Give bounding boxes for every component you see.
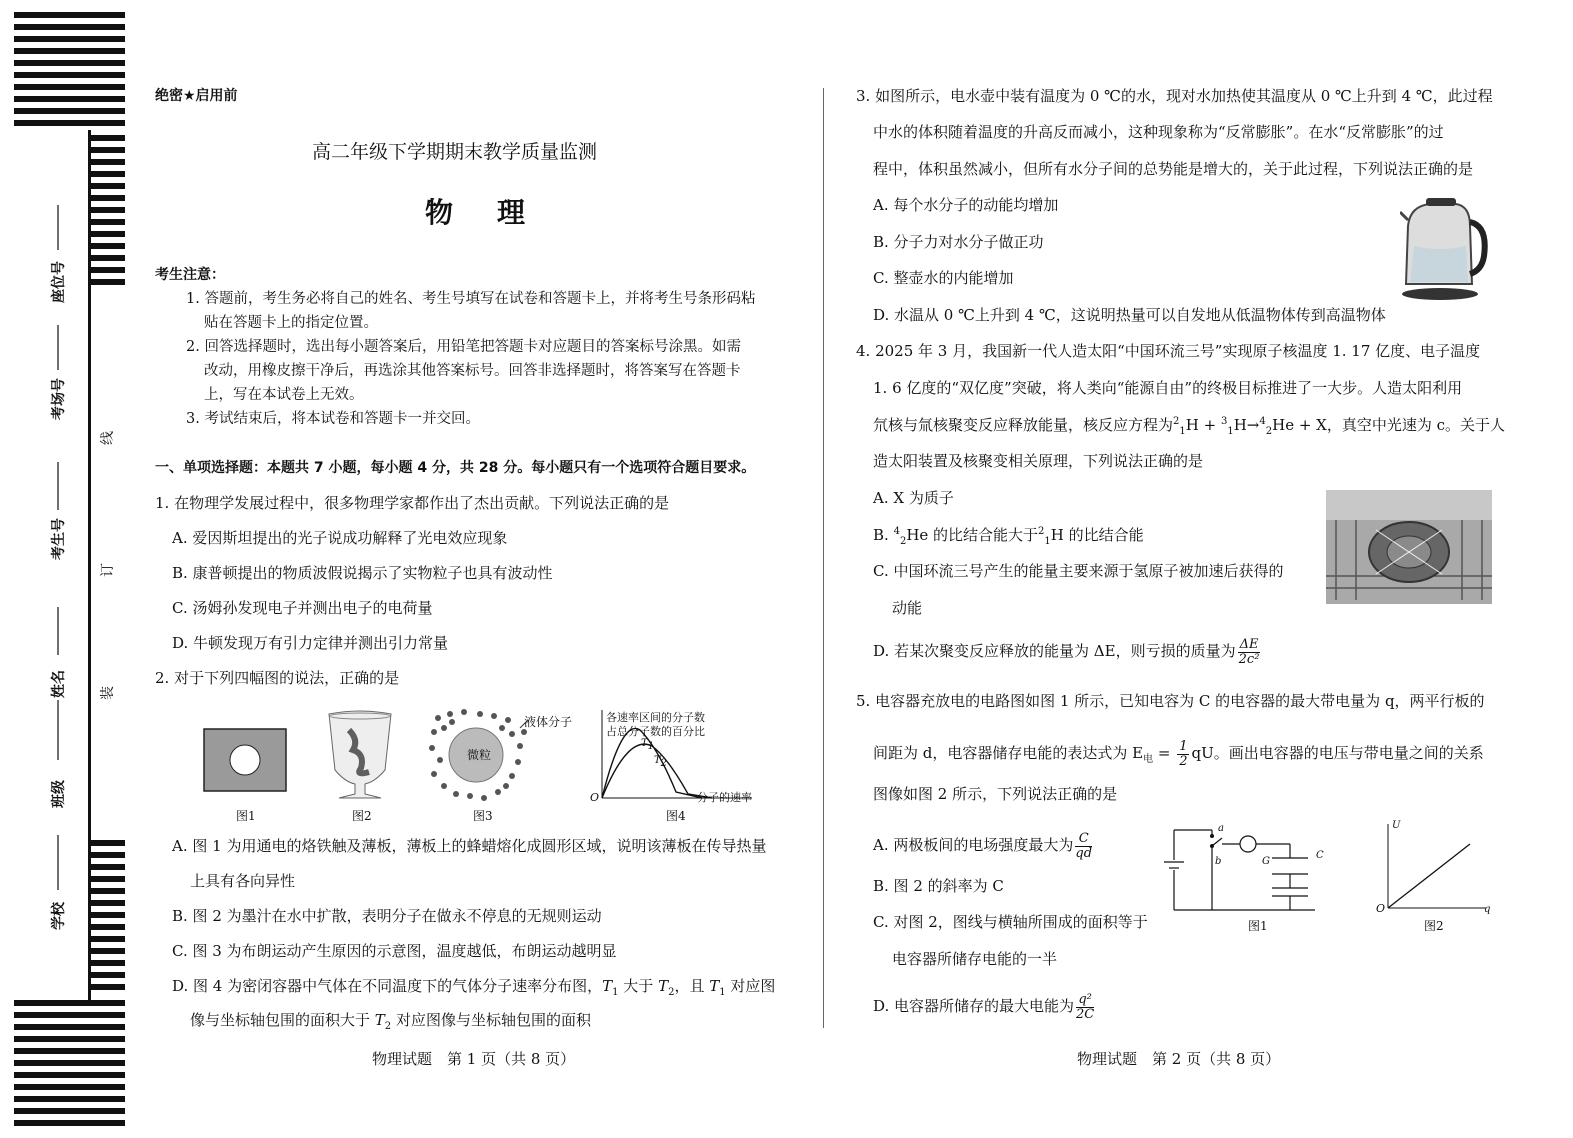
figure-3-molecule-label: 液体分子 [524, 715, 573, 729]
max-energy-fraction: $\frac{\text{q²}}{2C}$ [1076, 992, 1095, 1022]
question-5-option-b: B. 图 2 的斜率为 C [873, 877, 1004, 895]
binding-glyph-xian: 线 [100, 431, 116, 445]
notice-line: 1. 答题前，考生务必将自己的姓名、考生号填写在试卷和答题卡上，并将考生号条形码粘 [186, 291, 756, 307]
class-label: 班级 [51, 780, 67, 808]
question-4-option-d: D. 若某次聚变反应释放的能量为 ΔE，则亏损的质量为 $\frac{\Delta E}{\text{2c²}}$ [873, 637, 1260, 667]
question-3-option-d: D. 水温从 0 ℃上升到 4 ℃，这说明热量可以自发地从低温物体传到高温物体 [873, 306, 1386, 324]
figure-3-particle-label: 微粒 [467, 748, 492, 762]
circuit-label-galvanometer: G [1262, 856, 1270, 867]
school-label: 学校 [51, 902, 67, 930]
electric-kettle-picture [1400, 196, 1490, 302]
page-1-footer: 物理试题 第 1 页（共 8 页） [372, 1050, 576, 1068]
subject-title: 物 理 [425, 196, 534, 229]
question-5-option-c-cont: 电容器所储存电能的一半 [892, 950, 1058, 968]
notice-line: 改动，用橡皮擦干净后，再选涂其他答案标号。回答非选择题时，将答案写在答题卡 [204, 363, 741, 379]
notice-line: 2. 回答选择题时，选出每小题答案后，用铅笔把答题卡对应题目的答案标号涂黑。如需 [186, 339, 741, 355]
voltage-charge-graph [1378, 820, 1491, 915]
figure-1-caption: 图1 [236, 809, 256, 823]
question-4-option-c: C. 中国环流三号产生的能量主要来源于氢原子被加速后获得的 [873, 562, 1284, 580]
question-2-option-a-cont: 上具有各向异性 [190, 872, 296, 890]
page-2-footer: 物理试题 第 2 页（共 8 页） [1077, 1050, 1281, 1068]
section-heading: 一、单项选择题：本题共 7 小题，每小题 4 分，共 28 分。每小题只有一个选项符合题目要求。 [155, 460, 756, 476]
exam-title: 高二年级下学期期末教学质量监测 [312, 141, 598, 163]
question-5-option-d: D. 电容器所储存的最大电能为 $\frac{\text{q²}}{2C}$ [873, 992, 1095, 1022]
notice-line: 贴在答题卡上的指定位置。 [204, 315, 378, 331]
figure-2-caption: 图2 [352, 809, 372, 823]
mass-loss-fraction: $\frac{\Delta E}{\text{2c²}}$ [1238, 637, 1260, 667]
graph-figure-caption: 图2 [1424, 919, 1444, 933]
binding-glyph-zhuang: 装 [100, 686, 116, 700]
question-1-option-c: C. 汤姆孙发现电子并测出电子的电荷量 [172, 599, 433, 617]
question-5-energy-line: 间距为 d，电容器储存电能的表达式为 $E_电$ = $\frac{1}{2}$ qU。画出电容器的电压与带电量之间的关系 [873, 739, 1484, 769]
exam-room-label: 考场号 [51, 378, 67, 420]
field-strength-fraction: $\frac{C}{qd}$ [1075, 831, 1093, 861]
question-5-line: 图像如图 2 所示，下列说法正确的是 [873, 785, 1118, 803]
question-2-option-d-cont: 像与坐标轴包围的面积大于 $T_2$ 对应图像与坐标轴包围的面积 [190, 1011, 591, 1032]
notice-line: 上，写在本试卷上无效。 [204, 387, 364, 403]
circuit-figure-caption: 图1 [1248, 919, 1268, 933]
circuit-label-b: b [1215, 856, 1222, 867]
one-half-fraction: $\frac{1}{2}$ [1179, 739, 1188, 769]
capacitor-circuit-diagram [1160, 820, 1345, 920]
question-1-option-d: D. 牛顿发现万有引力定律并测出引力常量 [172, 634, 449, 652]
question-3-line: 程中，体积虽然减小，但所有水分子间的总势能是增大的，关于此过程，下列说法正确的是 [873, 160, 1474, 178]
question-4-option-b: B. $^4_2$He 的比结合能大于$^2_1$H 的比结合能 [873, 526, 1144, 547]
circuit-label-capacitor: C [1316, 850, 1324, 861]
figure-1-plate [203, 728, 287, 792]
question-4-option-c-cont: 动能 [892, 599, 923, 617]
figure-4-t2-label: $T_2$ [654, 755, 668, 769]
question-4-line: 4. 2025 年 3 月，我国新一代人造太阳“中国环流三号”实现原子核温度 1. 17 亿度、电子温度 [856, 342, 1481, 360]
figure-2-ink-glass [325, 710, 395, 802]
seat-number-label: 座位号 [51, 261, 67, 303]
question-4-option-a: A. X 为质子 [873, 489, 954, 507]
figure-3-caption: 图3 [473, 809, 493, 823]
question-5-option-a: A. 两极板间的电场强度最大为 $\frac{C}{qd}$ [873, 831, 1093, 861]
question-3-line: 中水的体积随着温度的升高反而减小，这种现象称为“反常膨胀”。在水“反常膨胀”的过 [873, 123, 1444, 141]
question-1-stem: 1. 在物理学发展过程中，很多物理学家都作出了杰出贡献。下列说法正确的是 [155, 494, 670, 512]
confidential-mark: 绝密★启用前 [155, 88, 238, 104]
name-label: 姓名 [51, 670, 67, 698]
figure-4-t1-label: $T_1$ [641, 738, 655, 752]
question-5-line: 5. 电容器充放电的电路图如图 1 所示，已知电容为 C 的电容器的最大带电量为 q，两平行板的 [856, 692, 1485, 710]
graph-origin: O [1376, 902, 1386, 915]
question-2-option-a: A. 图 1 为用通电的烙铁触及薄板，薄板上的蜂蜡熔化成圆形区域，说明该薄板在传导热量 [172, 837, 767, 855]
question-3-option-a: A. 每个水分子的动能均增加 [873, 196, 1059, 214]
graph-x-label: q [1484, 904, 1491, 915]
figure-4-caption: 图4 [666, 809, 686, 823]
question-3-line: 3. 如图所示，电水壶中装有温度为 0 ℃的水，现对水加热使其温度从 0 ℃上升到 4 ℃，此过程 [856, 87, 1493, 105]
question-1-option-a: A. 爱因斯坦提出的光子说成功解释了光电效应现象 [172, 529, 508, 547]
figure-4-ylabel-2: 占总分子数的百分比 [606, 725, 705, 738]
question-3-option-b: B. 分子力对水分子做正功 [873, 233, 1044, 251]
question-2-option-d: D. 图 4 为密闭容器中气体在不同温度下的气体分子速率分布图，$T_1$ 大于 $T_2$，且 $T_1$ 对应图 [172, 977, 776, 998]
figure-4-xlabel: 分子的速率 [697, 791, 752, 804]
circuit-label-a: a [1218, 823, 1224, 834]
question-4-equation-line: 氘核与氚核聚变反应释放能量，核反应方程为$^2_1$H + $^3_1$H→$^4_2$He + X，真空中光速为 c。关于人 [873, 416, 1506, 437]
question-2-stem: 2. 对于下列四幅图的说法，正确的是 [155, 669, 400, 687]
notice-line: 3. 考试结束后，将本试卷和答题卡一并交回。 [186, 411, 480, 427]
question-5-option-c: C. 对图 2，图线与横轴所围成的面积等于 [873, 913, 1148, 931]
graph-y-label: U [1392, 820, 1401, 831]
figure-4-origin: O [590, 791, 600, 804]
question-4-line: 1. 6 亿度的“双亿度”突破，将人类向“能源自由”的终极目标推进了一大步。人造太阳利用 [873, 379, 1463, 397]
binding-glyph-ding: 订 [100, 563, 116, 577]
figure-4-ylabel: 各速率区间的分子数 [606, 711, 705, 724]
question-4-line: 造太阳装置及核聚变相关原理，下列说法正确的是 [873, 452, 1204, 470]
tokamak-device-picture [1326, 490, 1492, 604]
page-divider [823, 88, 824, 1028]
notice-title: 考生注意： [155, 267, 225, 283]
question-1-option-b: B. 康普顿提出的物质波假说揭示了实物粒子也具有波动性 [172, 564, 553, 582]
question-2-option-b: B. 图 2 为墨汁在水中扩散，表明分子在做永不停息的无规则运动 [172, 907, 602, 925]
candidate-number-label: 考生号 [51, 518, 67, 560]
question-2-option-c: C. 图 3 为布朗运动产生原因的示意图，温度越低，布朗运动越明显 [172, 942, 617, 960]
question-3-option-c: C. 整壶水的内能增加 [873, 269, 1014, 287]
